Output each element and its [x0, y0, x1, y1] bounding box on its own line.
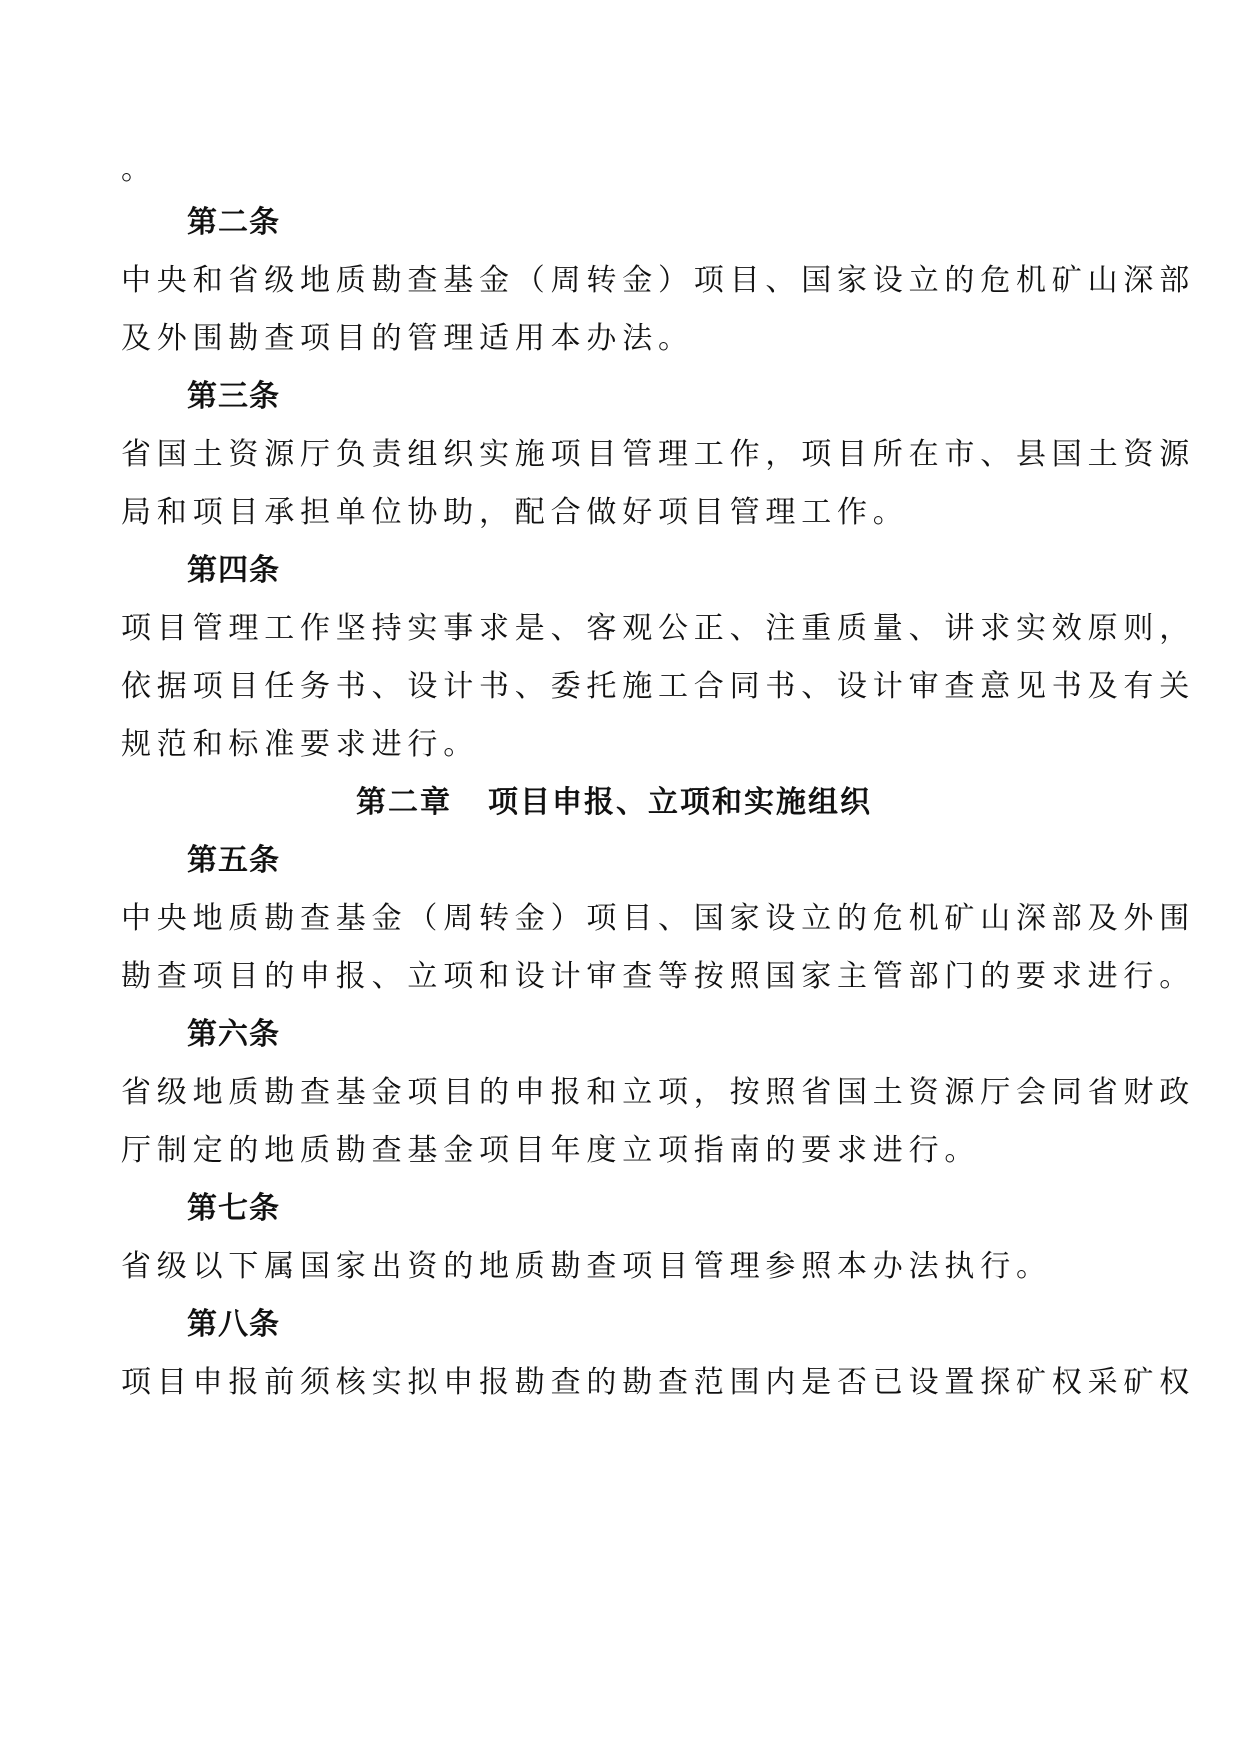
article-7-heading: 第七条	[187, 1191, 280, 1226]
article-4-line-2: 依据项目任务书、设计书、委托施工合同书、设计审查意见书及有关	[121, 669, 1195, 704]
article-6-heading: 第六条	[187, 1017, 280, 1052]
article-5-heading: 第五条	[187, 843, 280, 878]
article-4-line-3: 规范和标准要求进行。	[121, 727, 479, 762]
article-5-line-1: 中央地质勘查基金（周转金）项目、国家设立的危机矿山深部及外围	[121, 901, 1195, 936]
article-3-heading: 第三条	[187, 379, 280, 414]
chapter-number: 第二章	[356, 785, 452, 820]
article-2-heading: 第二条	[187, 205, 280, 240]
article-8-heading: 第八条	[187, 1307, 280, 1342]
chapter-heading	[356, 783, 872, 823]
chapter-title: 项目申报、立项和实施组织	[488, 785, 872, 820]
article-2-line-1: 中央和省级地质勘查基金（周转金）项目、国家设立的危机矿山深部	[121, 263, 1195, 298]
lead-fragment: 。	[121, 152, 157, 187]
article-3-line-2: 局和项目承担单位协助，配合做好项目管理工作。	[121, 495, 909, 530]
article-8-line-1: 项目申报前须核实拟申报勘查的勘查范围内是否已设置探矿权采矿权	[121, 1365, 1195, 1400]
article-2-line-2: 及外围勘查项目的管理适用本办法。	[121, 321, 694, 356]
article-4-heading: 第四条	[187, 553, 280, 588]
article-3-line-1: 省国土资源厅负责组织实施项目管理工作，项目所在市、县国土资源	[121, 437, 1195, 472]
article-6-line-1: 省级地质勘查基金项目的申报和立项，按照省国土资源厅会同省财政	[121, 1075, 1195, 1110]
article-5-line-2: 勘查项目的申报、立项和设计审查等按照国家主管部门的要求进行。	[121, 959, 1195, 994]
article-4-line-1: 项目管理工作坚持实事求是、客观公正、注重质量、讲求实效原则，	[121, 611, 1195, 646]
article-6-line-2: 厅制定的地质勘查基金项目年度立项指南的要求进行。	[121, 1133, 981, 1168]
article-7-line-1: 省级以下属国家出资的地质勘查项目管理参照本办法执行。	[121, 1249, 1052, 1284]
